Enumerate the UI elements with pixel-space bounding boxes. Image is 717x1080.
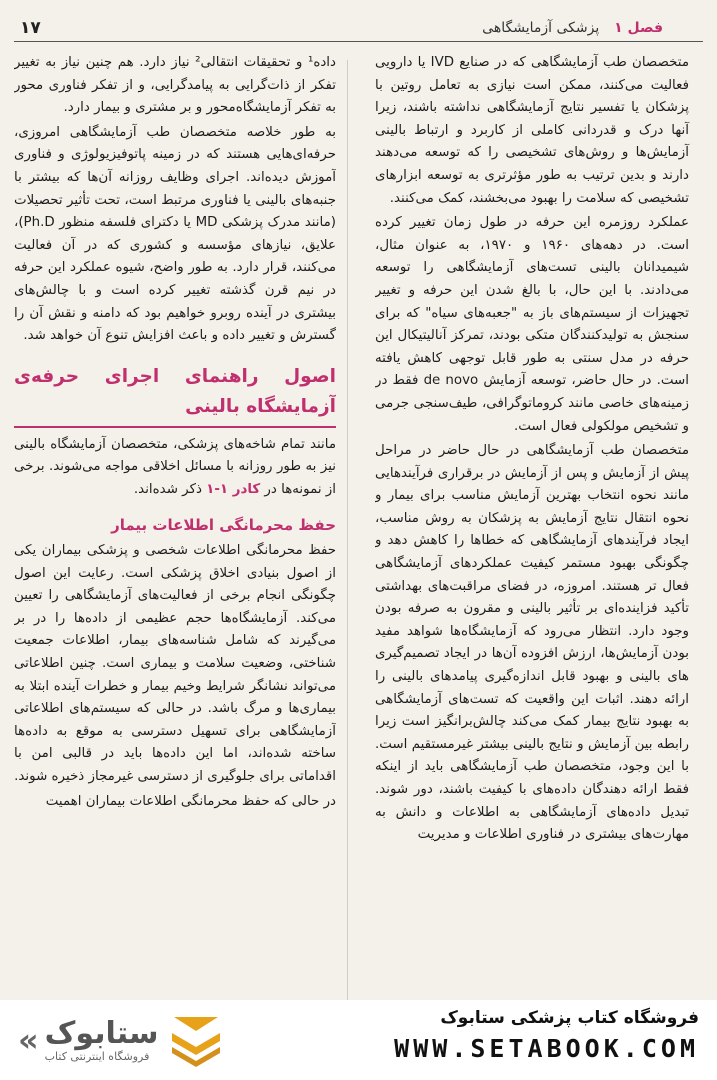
subsection-title: حفظ محرمانگی اطلاعات بیمار [111,515,336,534]
store-banner [0,1000,717,1080]
store-info [394,1008,699,1063]
paragraph: به طور خلاصه متخصصان طب آزمایشگاهی امروزی، حرفه‌ای‌هایی هستند که در زمینه پاتوفیزیولوژی و فناوری آموزش دیده‌اند. اجرای وظایف روزانه آن‌ها که بیشتر با جنبه‌های بالینی یا فناوری مرتبط است، تحت تأثیر تحصیلات (مانند مدرک پزشکی MD یا دکترای فلسفه منظور Ph.D)، علایق، نیازهای مؤسسه و کشوری که در آن فعالیت می‌کنند، قرار دارد. به طور واضح، شیوه عملکرد این حرفه در نیم قرن گذشته تغییر کرده است و با چالش‌های بیشتری در آینده روبرو خواهیم بود که دامنه و نقش آن را گسترش و تغییر داده و باعث افزایش تنوع آن خواهد شد. [14,124,336,344]
store-name: فروشگاه کتاب پزشکی ستابوک [440,1008,699,1028]
paragraph [14,434,336,502]
page-number: ۱۷ [20,17,41,38]
logo-subtext: فروشگاه اینترنتی کتاب [44,1049,150,1063]
double-chevron-icon: « [18,1021,39,1059]
chapter-label: فصل ۱ [614,19,663,36]
chapter-heading [482,20,663,36]
paragraph: در حالی که حفظ محرمانگی اطلاعات بیماران اهمیت [45,793,336,809]
page-header [14,14,703,42]
left-column [14,52,336,1000]
logo-wordmark [44,1015,159,1063]
paragraph-text: ذکر شده‌اند. [133,481,207,497]
logo-text: ستابوک [44,1015,159,1051]
store-url[interactable]: WWW.SETABOOK.COM [394,1034,699,1063]
column-divider [347,60,348,1000]
paragraph: داده¹ و تحقیقات انتقالی² نیاز دارد. هم چنین نیاز به تغییر تفکر از ذات‌گرایی به پیامدگرایی، و از تفکر فناوری محور به تفکر آزمایشگاه‌محور و بر مشتری و بیمار دارد. [14,55,336,116]
paragraph: عملکرد روزمره این حرفه در طول زمان تغییر کرده است. در دهه‌های ۱۹۶۰ و ۱۹۷۰، به عنوان مثال، شیمیدانان بالینی تست‌های آزمایشگاهی را توسعه می‌دادند. با این حال، با بالغ شدن این حرفه و تغییر تجهیزات از سیستم‌های باز به "جعبه‌های سیاه" که برای سنجش به تولیدکنندگان متکی بودند، تمرکز آنالیتیکال این حرفه در مدل سنتی به طور قابل توجهی کاهش یافته است. در حال حاضر، توسعه آزمایش de novo فقط در زمینه‌های خاصی مانند کروماتوگرافی، طیف‌سنجی جرمی و تشخیص مولکولی فعال است. [375,215,689,434]
paragraph: حفظ محرمانگی اطلاعات شخصی و پزشکی بیماران یکی از اصول بنیادی اخلاق پزشکی است. رعایت این اصول چگونگی انجام برخی از فعالیت‌های آزمایشگاهی را تعیین می‌کند. آزمایشگاه‌ها حجم عظیمی از داده‌ها را در بر می‌گیرند که شامل شناسه‌های بیمار، اطلاعات جمعیت شناختی، وضعیت سلامت و بیماری است. چنین اطلاعاتی می‌تواند نشانگر شرایط وخیم بیمار و خطرات آینده ابتلا به بیماری‌ها و مرگ باشد. در حالی که سیستم‌های اطلاعاتی آزمایشگاهی برای تسهیل دسترسی به موقع به داده‌ها ساخته شده‌اند، اما این داده‌ها باید در قالبی امن با اقداماتی برای جلوگیری از دسترسی غیرمجاز ذخیره شوند. [14,543,336,785]
paragraph: متخصصان طب آزمایشگاهی در حال حاضر در مراحل پیش از آزمایش و پس از آزمایش در برقراری فرآیندهایی مانند نحوه انتخاب بهترین آزمایش مناسب برای بیمار و نحوه انتقال نتایج آزمایش به پزشکان به روش مناسب، ایجاد فرآیندهای آزمایشگاهی که خطاها را کاهش دهد و چگونگی بهبود مستمر کیفیت عملکردهای آزمایشگاهی فعال تر هستند. امروزه، در فضای مراقبت‌های بهداشتی تأکید فزاینده‌ای بر تأثیر بالینی و مقرون به صرفه بودن وجود دارد. انتظار می‌رود که آزمایشگاه‌ها شواهد مفید بودن آزمایش‌ها، ارزش افزوده آن‌ها در ایجاد تصمیم‌گیری های بالینی و بهبود قابل اندازه‌گیری پیامدهای بالینی را ارائه دهند. اثبات این واقعیت که تست‌های آزمایشگاهی به بهبود نتایج بیمار کمک می‌کند چالش‌برانگیز است زیرا رابطه بین آزمایش و نتایج بالینی بیشتر غیرمستقیم است. با این وجود، متخصصان طب آزمایشگاهی باید از اینکه فقط ارائه دهندگان داده‌های با کیفیت باشند، دور شوند. تبدیل داده‌های آزمایشگاهی به اطلاعات و دانش به مهارت‌های بیشتری در فناوری اطلاعات و مدیریت [375,443,689,843]
section-title: اصول راهنمای اجرای حرفه‌ی آزمایشگاه بالینی [14,362,336,428]
box-reference: کادر ۱-۱ [206,481,261,497]
paragraph-text: مانند تمام شاخه‌های پزشکی، متخصصان آزمایشگاه بالینی نیز به طور روزانه با مسائل اخلاقی مواجه می‌شوند. برخی از نمونه‌ها در [14,436,336,497]
store-logo[interactable] [18,1010,278,1070]
book-logo-icon [166,1013,226,1067]
chapter-title: پزشکی آزمایشگاهی [482,19,600,36]
paragraph: متخصصان طب آزمایشگاهی که در صنایع IVD یا دارویی فعالیت می‌کنند، ممکن است نیازی به تعامل روتین با پزشکان یا تفسیر نتایج آزمایشگاهی نداشته باشند، زیرا آنها درک و قدردانی کاملی از کاربرد و ارتباط بالینی آزمایش‌ها و روش‌های تشخیصی را که توسعه می‌دهند دارند و بدین ترتیب به طور مؤثرتری به توسعه ابزارهای تشخیصی که سلامت را بهبود می‌بخشند، کمک می‌کنند. [375,55,689,206]
right-column [375,52,697,1000]
